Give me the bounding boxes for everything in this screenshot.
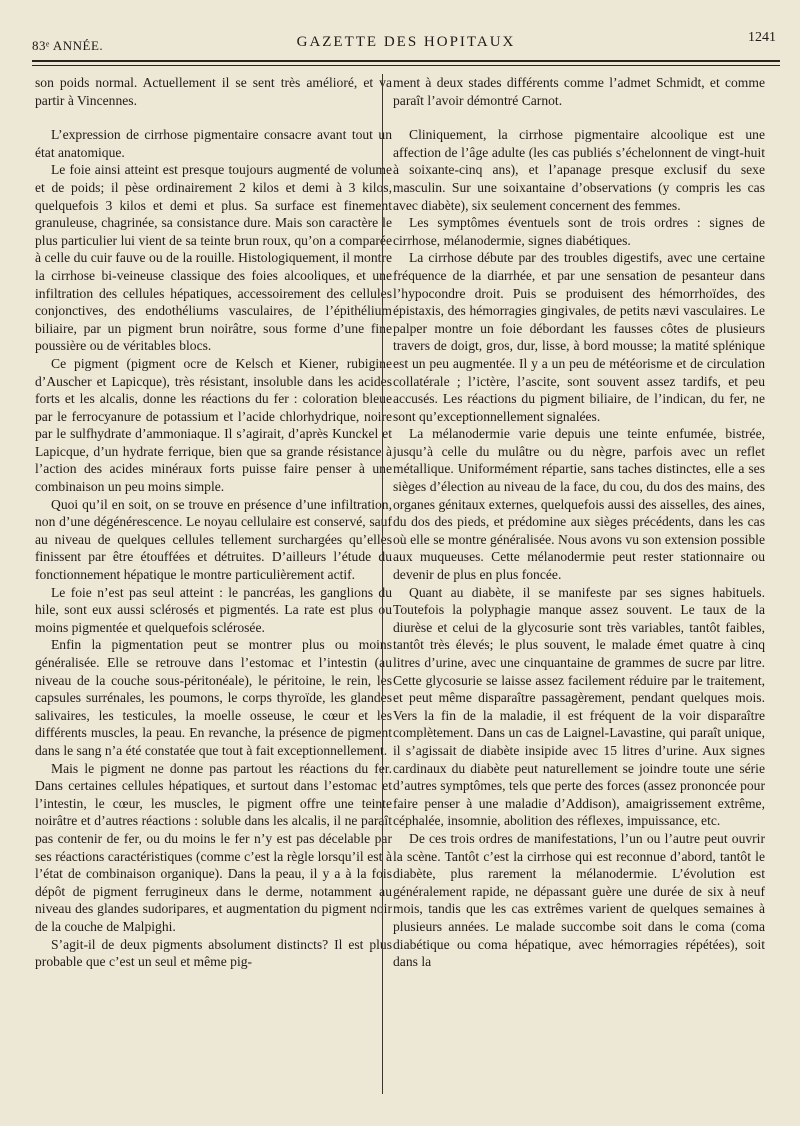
paragraph: Enfin la pigmentation peut se montrer plus ou moins généralisée. Elle se retrouve dans l’estomac et l’intestin (au niveau de la couche sous-péritonéale), le péritoine, le rein, les capsules surrénales, les poumons, le corps thyroïde, les glandes salivaires, les testicules, la moelle osseuse, le cœur et les différents muscles, la peau. En revanche, la présence de pigment dans le sang n’a été constatée que tout à fait exceptionnellement. <box>35 637 392 758</box>
publication-title: GAZETTE DES HOPITAUX <box>296 34 516 50</box>
paragraph: Les symptômes éventuels sont de trois ordres : signes de cirrhose, mélanodermie, signes diabétiques. <box>393 215 765 248</box>
paragraph: La cirrhose débute par des troubles digestifs, avec une certaine fréquence de la diarrhée, et par une sensation de pesanteur dans l’hypocondre droit. Puis se produisent des hémorrhoïdes, des épistaxis, des hémorragies gingivales, de petits nævi vasculaires. Le palper montre un foie débordant les fausses côtes de plusieurs travers de doigt, gros, dur, lisse, à bord mousse; la matité splénique est un peu augmentée. Il y a un peu de météorisme et de circulation collatérale ; l’ictère, l’ascite, sont souvent assez tardifs, et peu accusés. Les réactions du pigment biliaire, de l’indican, du fer, ne sont qu’exceptionnellement signalées. <box>393 250 765 424</box>
issue-label: 83ᵉ ANNÉE. <box>32 38 104 53</box>
left-column <box>35 74 392 971</box>
paragraph: De ces trois ordres de manifestations, l’un ou l’autre peut ouvrir la scène. Tantôt c’est la cirrhose qui est reconnue d’abord, tantôt le diabète, plus rarement la mélanodermie. L’évolution est généralement rapide, ne dépassant guère une durée de six à neuf mois, tandis que les cas extrêmes varient de quelques semaines à plusieurs années. Le malade succombe soit dans le coma (coma diabétique ou coma hépatique, avec hémorragies répétées), soit dans la <box>393 830 765 970</box>
paragraph: S’agit-il de deux pigments absolument distincts? Il est plus probable que c’est un seul et même pig- <box>35 936 392 970</box>
paragraph: Cliniquement, la cirrhose pigmentaire alcoolique est une affection de l’âge adulte (les cas publiés s’échelonnent de vingt-huit à soixante-cinq ans), et l’apanage presque exclusif du sexe masculin. Sur une soixantaine d’observations (y compris les cas avec diabète), six seulement concernent des femmes. <box>393 127 765 213</box>
paragraph: Quoi qu’il en soit, on se trouve en présence d’une infiltration, non d’une dégénérescence. Le noyau cellulaire est conservé, sauf au niveau de quelques cellules tellement surchargées qu’elles finissent par être étouffées et détruites. D’ailleurs l’étude du fonctionnement hépatique le montre particulièrement actif. <box>35 496 392 583</box>
paragraph: Le foie ainsi atteint est presque toujours augmenté de volume et de poids; il pèse ordinairement 2 kilos et demi à 3 kilos, quelquefois 3 kilos et demi et plus. Sa surface est finement granuleuse, chagrinée, sa consistance dure. Mais son caractère le plus particulier lui vient de sa teinte brun roux, qu’on a comparée à celle du cuir fauve ou de la rouille. Histologiquement, il montre la cirrhose bi-veineuse classique des foies alcooliques, et une infiltration des cellules hépatiques, accessoirement des cellules conjonctives, des endothéliums vasculaires, de l’épithélium biliaire, par un pigment brun noirâtre, sous forme d’une fine poussière ou de véritables blocs. <box>35 162 392 354</box>
paragraph: Mais le pigment ne donne pas partout les réactions du fer. Dans certaines cellules hépatiques, et surtout dans l’estomac et l’intestin, le cœur, les muscles, le pigment offre une teinte noirâtre et d’autres réactions : soluble dans les alcalis, il ne paraît pas contenir de fer, ou du moins le fer n’y est pas décelable par ses réactions caractéristiques (comme c’est la règle lorsqu’il est à l’état de combinaison organique). Dans la peau, il y a à la fois dépôt de pigment ferrugineux dans le derme, notamment au niveau des glandes sudoripares, et augmentation du pigment noir de la couche de Malpighi. <box>35 760 392 934</box>
paragraph: L’expression de cirrhose pigmentaire consacre avant tout un état anatomique. <box>35 127 392 160</box>
page-number: 1241 <box>748 30 776 45</box>
paragraph: Ce pigment (pigment ocre de Kelsch et Kiener, rubigine d’Auscher et Lapicque), très résistant, insoluble dans les acides forts et les alcalis, donne les réactions du fer : coloration bleue par le ferrocyanure de potassium et l’acide chlorhydrique, noire par le sulfhydrate d’ammoniaque. Il s’agirait, d’après Kunckel et Lapicque, d’un hydrate ferrique, bien que sa grande résistance à l’action des acides minéraux forts puisse faire penser à une combinaison un peu moins simple. <box>35 355 392 495</box>
page-header <box>32 30 780 54</box>
paragraph: ment à deux stades différents comme l’admet Schmidt, et comme paraît l’avoir démontré Carnot. <box>393 75 765 108</box>
column-divider <box>382 74 383 1094</box>
paragraph: Le foie n’est pas seul atteint : le pancréas, les ganglions du hile, sont eux aussi sclérosés et pigmentés. La rate est plus ou moins pigmentée et quelquefois sclérosée. <box>35 584 392 635</box>
paragraph: La mélanodermie varie depuis une teinte enfumée, bistrée, jusqu’à celle du mulâtre ou du nègre, parfois avec un reflet métallique. Uniformément répartie, sans taches distinctes, elle a ses sièges d’élection au niveau de la face, du cou, du dos des mains, des organes génitaux externes, quelquefois aussi des aisselles, des aines, du dos des pieds, et prédomine aux sièges précédents, dans les cas où elle se montre généralisée. Nous avons vu son extension possible aux muqueuses. Cette mélanodermie peut rester stationnaire ou devenir de plus en plus foncée. <box>393 426 765 583</box>
paragraph: son poids normal. Actuellement il se sent très amélioré, et va partir à Vincennes. <box>35 75 392 108</box>
header-rule-thick <box>32 60 780 62</box>
header-rule-thin <box>32 65 780 66</box>
paragraph: Quant au diabète, il se manifeste par ses signes habituels. Toutefois la polyphagie manque assez souvent. Le taux de la diurèse et celui de la glycosurie sont très variables, tantôt faibles, tantôt très élevés; le plus souvent, le malade émet quatre à cinq litres d’urine, avec une cinquantaine de grammes de sucre par litre. Cette glycosurie se laisse assez facilement réduire par le traitement, et peut même disparaître passagèrement, pendant quelques mois. Vers la fin de la maladie, il est fréquent de la voir disparaître complètement. Dans un cas de Laignel-Lavastine, qui paraît unique, il s’agissait de diabète insipide avec 15 litres d’urine. Aux signes cardinaux du diabète peut naturellement se joindre toute une série d’autres symptômes, tels que perte des forces (assez prononcée pour faire penser à une maladie d’Addison), amaigrissement extrême, céphalée, insomnie, abolition des réflexes, impuissance, etc. <box>393 584 765 829</box>
right-column <box>393 74 765 971</box>
